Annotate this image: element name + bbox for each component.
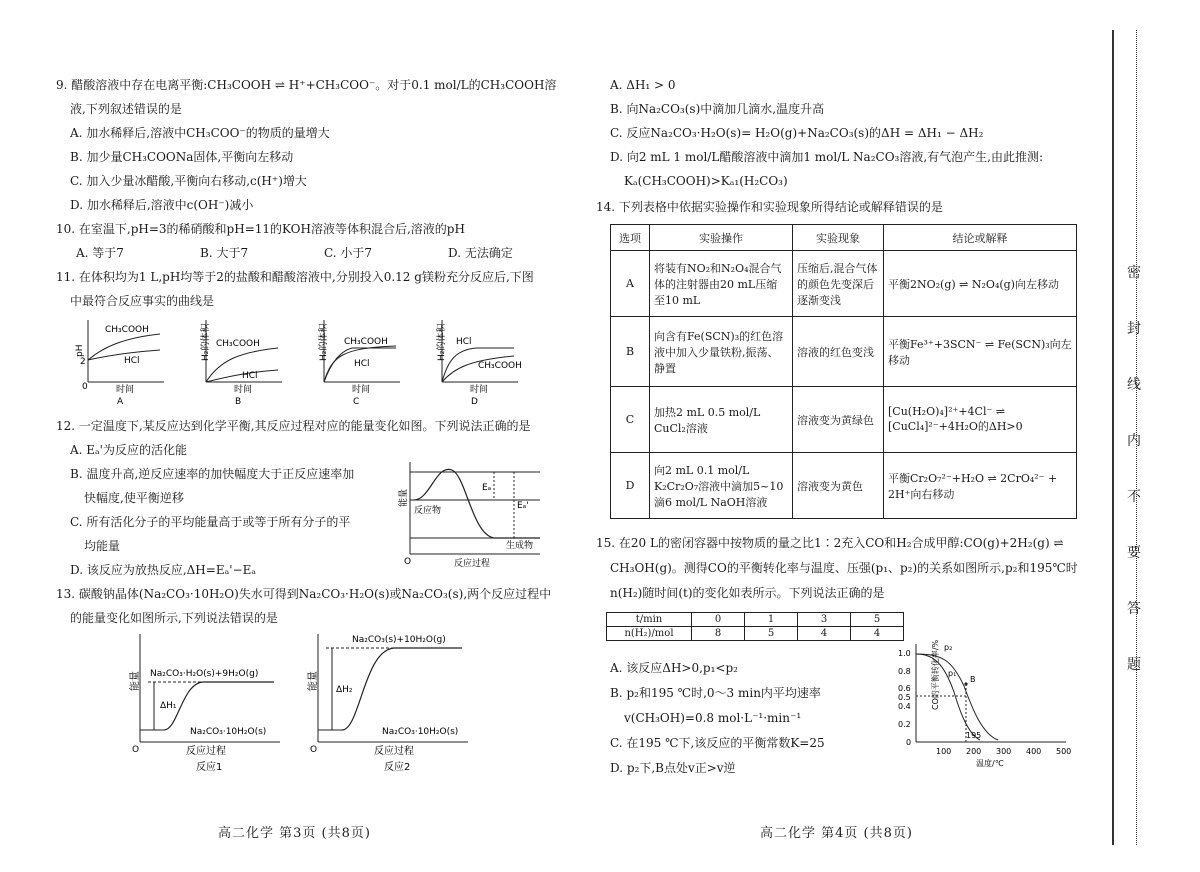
margin-char-6: 要 <box>1127 545 1141 561</box>
q11b-top-label: CH₃COOH <box>216 339 260 349</box>
q15-ytick-0.8: 0.8 <box>898 667 911 676</box>
q15-stem-1: 15. 在20 L的密闭容器中按物质的量之比1∶2充入CO和H₂合成甲醇:CO(g)+2H₂(g) ⇌ <box>596 536 1064 550</box>
q14-d-phenomenon: 溶液变为黄色 <box>793 453 884 519</box>
q9-stem-2: 液,下列叙述错误的是 <box>70 102 182 116</box>
q9-option-b: B. 加少量CH₃COONa固体,平衡向左移动 <box>70 150 294 164</box>
q15-p1-label: p₁ <box>948 669 957 678</box>
q11b-tag: B <box>235 397 242 407</box>
q11-graph-b <box>190 316 290 406</box>
q14-header-option: 选项 <box>611 225 650 251</box>
q11b-ylabel: H₂的体积 <box>201 323 211 361</box>
q15-ytick-0.4: 0.4 <box>898 702 911 711</box>
q12-ea2-label: Eₐ' <box>517 501 529 511</box>
q15-t-3: 5 <box>851 613 904 627</box>
q13-option-a: A. ΔH₁ > 0 <box>610 78 676 92</box>
q13-1-origin: O <box>132 745 140 755</box>
q14-a-option: A <box>611 251 650 317</box>
q9-option-c: C. 加入少量冰醋酸,平衡向右移动,c(H⁺)增大 <box>70 174 307 188</box>
q15-option-b-1: B. p₂和195 ℃时,0～3 min内平均速率 <box>610 686 821 700</box>
q14-d-operation: 向2 mL 0.1 mol/L K₂Cr₂O₇溶液中滴加5~10滴6 mol/L NaOH溶液 <box>650 453 793 519</box>
q11d-bottom-label: CH₃COOH <box>478 361 522 371</box>
margin-char-1: 密 <box>1127 265 1141 281</box>
q14-c-option: C <box>611 387 650 453</box>
binding-line-solid <box>1112 30 1114 845</box>
q13-2-top-label: Na₂CO₃(s)+10H₂O(g) <box>352 635 446 645</box>
q12-reactant-label: 反应物 <box>414 506 442 516</box>
q11a-bottom-label: HCl <box>124 356 140 366</box>
q15-ytick-0.2: 0.2 <box>898 720 911 729</box>
q15-stem-2: CH₃OH(g)。测得CO的平衡转化率与温度、压强(p₁、p₂)的关系如图所示,p₂和195℃时 <box>610 561 1078 575</box>
q13-2-dh-label: ΔH₂ <box>336 685 353 695</box>
q13-stem-2: 的能量变化如图所示,下列说法错误的是 <box>70 611 278 625</box>
q12-ea-label: Eₐ <box>482 483 492 493</box>
q15-stem-3: n(H₂)随时间(t)的变化如表所示。下列说法正确的是 <box>610 586 885 600</box>
q11a-origin: 0 <box>82 382 88 392</box>
q11c-xlabel: 时间 <box>352 385 371 395</box>
q11d-tag: D <box>471 397 478 407</box>
q13-option-c: C. 反应Na₂CO₃·H₂O(s)= H₂O(g)+Na₂CO₃(s)的ΔH = ΔH₁ − ΔH₂ <box>610 126 984 140</box>
q15-t-1: 1 <box>745 613 798 627</box>
margin-char-5: 不 <box>1127 489 1141 505</box>
q13-reaction-2-diagram <box>302 630 472 778</box>
q14-a-conclusion: 平衡2NO₂(g) ⇌ N₂O₄(g)向左移动 <box>884 251 1077 317</box>
q14-header-conclusion: 结论或解释 <box>884 225 1077 251</box>
q14-row-c <box>611 387 1077 453</box>
q11a-tag: A <box>117 397 124 407</box>
q11-stem-2: 中最符合反应事实的曲线是 <box>70 294 215 308</box>
q11a-ylabel: pH <box>75 344 85 357</box>
q15-table-h1: t/min <box>607 613 692 627</box>
q14-row-a <box>611 251 1077 317</box>
q12-option-c-1: C. 所有活化分子的平均能量高于或等于所有分子的平 <box>70 515 351 529</box>
q15-ytick-1.0: 1.0 <box>898 649 911 658</box>
q13-stem-1: 13. 碳酸钠晶体(Na₂CO₃·10H₂O)失水可得到Na₂CO₃·H₂O(s)或Na₂CO₃(s),两个反应过程中 <box>56 587 552 601</box>
q15-xtick-200: 200 <box>966 747 982 756</box>
q14-header-operation: 实验操作 <box>650 225 793 251</box>
q13-2-xlabel: 反应过程 <box>374 746 414 757</box>
q13-2-caption: 反应2 <box>384 762 411 773</box>
q14-stem: 14. 下列表格中依据实验操作和实验现象所得结论或解释错误的是 <box>596 200 943 214</box>
q12-product-label: 生成物 <box>506 541 534 551</box>
q12-origin: O <box>404 557 412 567</box>
q11c-bottom-label: HCl <box>354 359 370 369</box>
q15-option-d: D. p₂下,B点处v正>v逆 <box>610 761 736 775</box>
q15-b-label: B <box>970 675 976 684</box>
q11-stem-1: 11. 在体积均为1 L,pH均等于2的盐酸和醋酸溶液中,分别投入0.12 g镁粉充分反应后,下图 <box>56 270 534 284</box>
q13-2-bottom-label: Na₂CO₃·10H₂O(s) <box>382 727 459 737</box>
q12-stem: 12. 一定温度下,某反应达到化学平衡,其反应过程对应的能量变化如图。下列说法正确的是 <box>56 419 531 433</box>
q14-c-operation: 加热2 mL 0.5 mol/L CuCl₂溶液 <box>650 387 793 453</box>
q12-option-d: D. 该反应为放热反应,ΔH=Eₐ'−Eₐ <box>70 563 256 577</box>
margin-char-8: 题 <box>1127 657 1141 673</box>
q13-2-ylabel: 能量 <box>308 671 319 691</box>
q11-graph-c <box>308 316 408 406</box>
q9-stem-1: 9. 醋酸溶液中存在电离平衡:CH₃COOH ⇌ H⁺+CH₃COO⁻。对于0.1 mol/L的CH₃COOH溶 <box>56 78 557 92</box>
q9-option-d: D. 加水稀释后,溶液中c(OH⁻)减小 <box>70 198 254 212</box>
q15-xtick-300: 300 <box>996 747 1012 756</box>
q13-1-ylabel: 能量 <box>130 671 141 691</box>
q9-option-a: A. 加水稀释后,溶液中CH₃COO⁻的物质的量增大 <box>70 126 330 140</box>
q15-table-h2: n(H₂)/mol <box>607 627 692 641</box>
q14-d-conclusion: 平衡Cr₂O₇²⁻+H₂O ⇌ 2CrO₄²⁻ + 2H⁺向右移动 <box>884 453 1077 519</box>
q15-ytick-0.5: 0.5 <box>898 693 911 702</box>
q13-reaction-1-diagram <box>124 630 284 778</box>
q14-b-phenomenon: 溶液的红色变浅 <box>793 317 884 387</box>
q15-ytick-0: 0 <box>906 738 912 747</box>
footer-left: 高二化学 第3页 (共8页) <box>218 826 371 841</box>
q11d-top-label: HCl <box>456 337 472 347</box>
q15-xtick-400: 400 <box>1026 747 1042 756</box>
q14-a-phenomenon: 压缩后,混合气体的颜色先变深后逐渐变浅 <box>793 251 884 317</box>
q10-option-d: D. 无法确定 <box>448 246 513 260</box>
q13-option-d-1: D. 向2 mL 1 mol/L醋酸溶液中滴加1 mol/L Na₂CO₃溶液,有气泡产生,由此推测: <box>610 150 1044 164</box>
q14-d-option: D <box>611 453 650 519</box>
q12-option-b-1: B. 温度升高,逆反应速率的加快幅度大于正反应速率加 <box>70 467 355 481</box>
q15-n-1: 5 <box>745 627 798 641</box>
margin-char-4: 内 <box>1127 433 1141 449</box>
q11c-ylabel: H₂的体积 <box>319 323 329 361</box>
q15-t-0: 0 <box>692 613 745 627</box>
q11c-tag: C <box>353 397 360 407</box>
q11a-top-label: CH₃COOH <box>105 325 149 335</box>
q11a-y2: 2 <box>80 357 86 367</box>
q15-option-a: A. 该反应ΔH>0,p₁<p₂ <box>610 661 738 675</box>
q14-b-option: B <box>611 317 650 387</box>
q15-xtick-500: 500 <box>1056 747 1072 756</box>
q15-ylabel: CO的平衡转化率/% <box>931 639 940 710</box>
q11d-ylabel: H₂的体积 <box>437 323 447 361</box>
q13-1-dh-label: ΔH₁ <box>160 701 177 711</box>
q15-195-label: 195 <box>966 731 982 740</box>
q12-energy-diagram <box>394 458 544 568</box>
q15-xtick-100: 100 <box>936 747 952 756</box>
q11-graph-a <box>72 316 172 406</box>
q11-graph-d <box>426 316 536 406</box>
q15-option-b-2: v(CH₃OH)=0.8 mol·L⁻¹·min⁻¹ <box>624 711 802 725</box>
q15-n-0: 8 <box>692 627 745 641</box>
q14-a-operation: 将装有NO₂和N₂O₄混合气体的注射器由20 mL压缩至10 mL <box>650 251 793 317</box>
q14-row-d <box>611 453 1077 519</box>
q15-ytick-0.6: 0.6 <box>898 684 911 693</box>
q15-option-c: C. 在195 ℃下,该反应的平衡常数K=25 <box>610 736 825 750</box>
q11d-xlabel: 时间 <box>470 385 489 395</box>
q15-n-3: 4 <box>851 627 904 641</box>
margin-char-7: 答 <box>1127 601 1141 617</box>
q13-option-d-2: Kₐ(CH₃COOH)>Kₐ₁(H₂CO₃) <box>624 174 788 188</box>
q14-c-conclusion: [Cu(H₂O)₄]²⁺+4Cl⁻ ⇌ [CuCl₄]²⁻+4H₂O的ΔH>0 <box>884 387 1077 453</box>
q12-option-c-2: 均能量 <box>84 539 121 553</box>
q11a-xlabel: 时间 <box>116 385 135 395</box>
q15-n-2: 4 <box>798 627 851 641</box>
q11b-bottom-label: HCl <box>242 371 258 381</box>
q15-t-2: 3 <box>798 613 851 627</box>
q10-option-c: C. 小于7 <box>324 246 373 260</box>
q15-table <box>606 612 904 641</box>
q12-xlabel: 反应过程 <box>454 559 491 569</box>
q10-stem: 10. 在室温下,pH=3的稀硝酸和pH=11的KOH溶液等体积混合后,溶液的pH <box>56 222 465 236</box>
q13-1-top-label: Na₂CO₃·H₂O(s)+9H₂O(g) <box>150 669 259 679</box>
q14-c-phenomenon: 溶液变为黄绿色 <box>793 387 884 453</box>
q10-option-b: B. 大于7 <box>200 246 249 260</box>
margin-char-3: 线 <box>1127 377 1141 393</box>
q15-xlabel: 温度/℃ <box>976 759 1004 768</box>
q14-table <box>610 224 1077 519</box>
q11c-top-label: CH₃COOH <box>344 337 388 347</box>
q14-header-phenomenon: 实验现象 <box>793 225 884 251</box>
q13-1-caption: 反应1 <box>196 762 223 773</box>
q14-b-conclusion: 平衡Fe³⁺+3SCN⁻ ⇌ Fe(SCN)₃向左移动 <box>884 317 1077 387</box>
q14-b-operation: 向含有Fe(SCN)₃的红色溶液中加入少量铁粉,振荡、静置 <box>650 317 793 387</box>
q12-option-b-2: 快幅度,使平衡逆移 <box>84 491 184 505</box>
q13-2-origin: O <box>310 745 318 755</box>
q12-ylabel: 能量 <box>399 488 409 507</box>
q13-1-xlabel: 反应过程 <box>186 746 226 757</box>
q15-p2-label: p₂ <box>944 643 953 652</box>
q14-row-b <box>611 317 1077 387</box>
margin-char-2: 封 <box>1127 321 1141 337</box>
footer-right: 高二化学 第4页 (共8页) <box>760 826 913 841</box>
q15-conversion-graph <box>880 636 1080 772</box>
q10-option-a: A. 等于7 <box>76 246 124 260</box>
q13-option-b: B. 向Na₂CO₃(s)中滴加几滴水,温度升高 <box>610 102 825 116</box>
q11b-xlabel: 时间 <box>234 385 253 395</box>
q13-1-bottom-label: Na₂CO₃·10H₂O(s) <box>190 727 267 737</box>
q12-option-a: A. Eₐ'为反应的活化能 <box>70 443 187 457</box>
